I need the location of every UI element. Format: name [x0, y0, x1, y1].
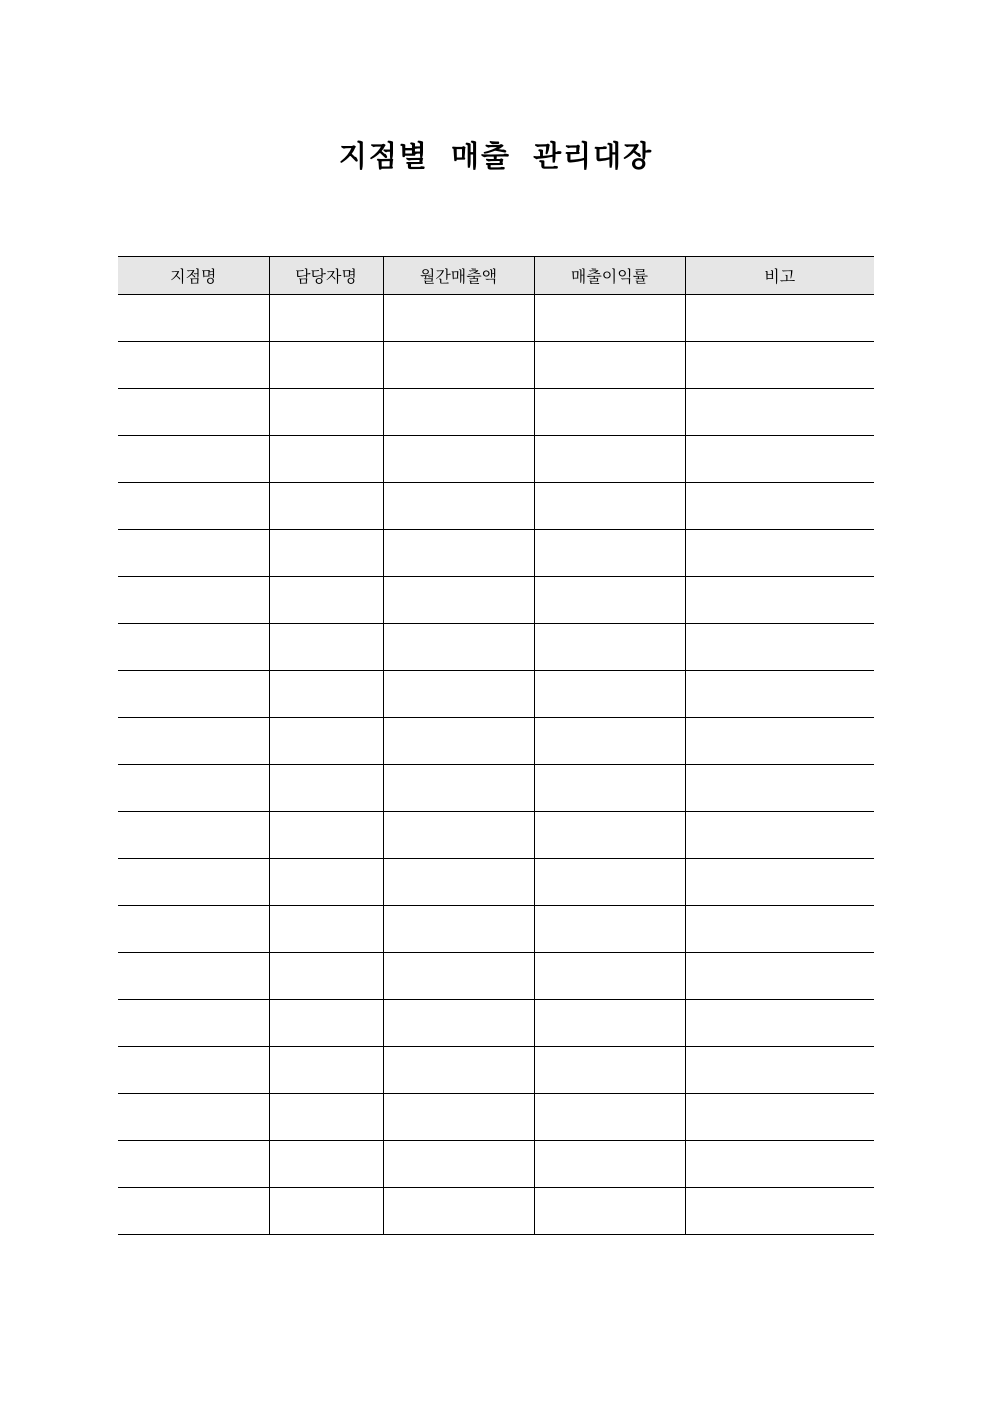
manager-name-cell[interactable] [269, 1047, 383, 1094]
manager-name-cell[interactable] [269, 624, 383, 671]
profit-margin-cell[interactable] [534, 812, 685, 859]
manager-name-cell[interactable] [269, 812, 383, 859]
profit-margin-cell[interactable] [534, 671, 685, 718]
remarks-cell[interactable] [685, 1141, 874, 1188]
profit-margin-cell[interactable] [534, 718, 685, 765]
profit-margin-cell[interactable] [534, 389, 685, 436]
monthly-sales-cell[interactable] [383, 295, 534, 342]
manager-name-cell[interactable] [269, 295, 383, 342]
remarks-cell[interactable] [685, 577, 874, 624]
profit-margin-cell[interactable] [534, 1047, 685, 1094]
branch-name-cell[interactable] [118, 577, 269, 624]
branch-name-cell[interactable] [118, 1094, 269, 1141]
remarks-cell[interactable] [685, 671, 874, 718]
remarks-cell[interactable] [685, 765, 874, 812]
remarks-cell[interactable] [685, 342, 874, 389]
remarks-cell[interactable] [685, 624, 874, 671]
table-row [118, 1094, 874, 1141]
monthly-sales-cell[interactable] [383, 1094, 534, 1141]
profit-margin-cell[interactable] [534, 624, 685, 671]
table-row [118, 436, 874, 483]
remarks-cell[interactable] [685, 1188, 874, 1235]
profit-margin-cell[interactable] [534, 436, 685, 483]
manager-name-cell[interactable] [269, 1188, 383, 1235]
header-branch-name: 지점명 [118, 257, 269, 295]
table-row [118, 342, 874, 389]
profit-margin-cell[interactable] [534, 906, 685, 953]
monthly-sales-cell[interactable] [383, 859, 534, 906]
remarks-cell[interactable] [685, 530, 874, 577]
manager-name-cell[interactable] [269, 530, 383, 577]
monthly-sales-cell[interactable] [383, 1047, 534, 1094]
profit-margin-cell[interactable] [534, 953, 685, 1000]
monthly-sales-cell[interactable] [383, 953, 534, 1000]
table-row [118, 530, 874, 577]
sales-ledger-table [118, 256, 874, 1235]
monthly-sales-cell[interactable] [383, 1000, 534, 1047]
remarks-cell[interactable] [685, 1047, 874, 1094]
remarks-cell[interactable] [685, 389, 874, 436]
branch-name-cell[interactable] [118, 812, 269, 859]
manager-name-cell[interactable] [269, 342, 383, 389]
monthly-sales-cell[interactable] [383, 436, 534, 483]
manager-name-cell[interactable] [269, 1000, 383, 1047]
manager-name-cell[interactable] [269, 718, 383, 765]
monthly-sales-cell[interactable] [383, 671, 534, 718]
profit-margin-cell[interactable] [534, 295, 685, 342]
header-monthly-sales: 월간매출액 [383, 257, 534, 295]
branch-name-cell[interactable] [118, 1000, 269, 1047]
manager-name-cell[interactable] [269, 1094, 383, 1141]
page-title: 지점별 매출 관리대장 [338, 139, 654, 173]
branch-name-cell[interactable] [118, 624, 269, 671]
monthly-sales-cell[interactable] [383, 624, 534, 671]
header-profit-margin: 매출이익률 [534, 257, 685, 295]
branch-name-cell[interactable] [118, 436, 269, 483]
branch-name-cell[interactable] [118, 671, 269, 718]
table-header [118, 257, 874, 295]
branch-name-cell[interactable] [118, 483, 269, 530]
table-row [118, 577, 874, 624]
profit-margin-cell[interactable] [534, 483, 685, 530]
manager-name-cell[interactable] [269, 859, 383, 906]
manager-name-cell[interactable] [269, 389, 383, 436]
monthly-sales-cell[interactable] [383, 1141, 534, 1188]
remarks-cell[interactable] [685, 812, 874, 859]
monthly-sales-cell[interactable] [383, 342, 534, 389]
manager-name-cell[interactable] [269, 483, 383, 530]
remarks-cell[interactable] [685, 906, 874, 953]
manager-name-cell[interactable] [269, 953, 383, 1000]
branch-name-cell[interactable] [118, 389, 269, 436]
branch-name-cell[interactable] [118, 906, 269, 953]
monthly-sales-cell[interactable] [383, 483, 534, 530]
remarks-cell[interactable] [685, 953, 874, 1000]
monthly-sales-cell[interactable] [383, 812, 534, 859]
table-row [118, 1188, 874, 1235]
branch-name-cell[interactable] [118, 1047, 269, 1094]
table-row [118, 765, 874, 812]
manager-name-cell[interactable] [269, 436, 383, 483]
table-row [118, 953, 874, 1000]
table-row [118, 671, 874, 718]
remarks-cell[interactable] [685, 1094, 874, 1141]
table-row [118, 1141, 874, 1188]
table-body [118, 295, 874, 1235]
branch-name-cell[interactable] [118, 1188, 269, 1235]
branch-name-cell[interactable] [118, 295, 269, 342]
monthly-sales-cell[interactable] [383, 906, 534, 953]
profit-margin-cell[interactable] [534, 765, 685, 812]
profit-margin-cell[interactable] [534, 1188, 685, 1235]
remarks-cell[interactable] [685, 1000, 874, 1047]
branch-name-cell[interactable] [118, 342, 269, 389]
monthly-sales-cell[interactable] [383, 718, 534, 765]
table-row [118, 295, 874, 342]
branch-name-cell[interactable] [118, 530, 269, 577]
monthly-sales-cell[interactable] [383, 577, 534, 624]
profit-margin-cell[interactable] [534, 1141, 685, 1188]
manager-name-cell[interactable] [269, 577, 383, 624]
profit-margin-cell[interactable] [534, 1094, 685, 1141]
monthly-sales-cell[interactable] [383, 765, 534, 812]
table-row [118, 389, 874, 436]
table-row [118, 624, 874, 671]
remarks-cell[interactable] [685, 483, 874, 530]
profit-margin-cell[interactable] [534, 577, 685, 624]
table-row [118, 483, 874, 530]
table-row [118, 906, 874, 953]
monthly-sales-cell[interactable] [383, 530, 534, 577]
branch-name-cell[interactable] [118, 1141, 269, 1188]
branch-name-cell[interactable] [118, 718, 269, 765]
manager-name-cell[interactable] [269, 1141, 383, 1188]
manager-name-cell[interactable] [269, 906, 383, 953]
monthly-sales-cell[interactable] [383, 1188, 534, 1235]
header-remarks: 비고 [685, 257, 874, 295]
manager-name-cell[interactable] [269, 765, 383, 812]
branch-name-cell[interactable] [118, 953, 269, 1000]
remarks-cell[interactable] [685, 436, 874, 483]
remarks-cell[interactable] [685, 859, 874, 906]
table-row [118, 1000, 874, 1047]
remarks-cell[interactable] [685, 718, 874, 765]
profit-margin-cell[interactable] [534, 1000, 685, 1047]
header-manager-name: 담당자명 [269, 257, 383, 295]
monthly-sales-cell[interactable] [383, 389, 534, 436]
table-row [118, 859, 874, 906]
table-row [118, 1047, 874, 1094]
manager-name-cell[interactable] [269, 671, 383, 718]
profit-margin-cell[interactable] [534, 530, 685, 577]
table-row [118, 718, 874, 765]
profit-margin-cell[interactable] [534, 342, 685, 389]
header-row [118, 257, 874, 295]
remarks-cell[interactable] [685, 295, 874, 342]
branch-name-cell[interactable] [118, 859, 269, 906]
table-row [118, 812, 874, 859]
profit-margin-cell[interactable] [534, 859, 685, 906]
branch-name-cell[interactable] [118, 765, 269, 812]
